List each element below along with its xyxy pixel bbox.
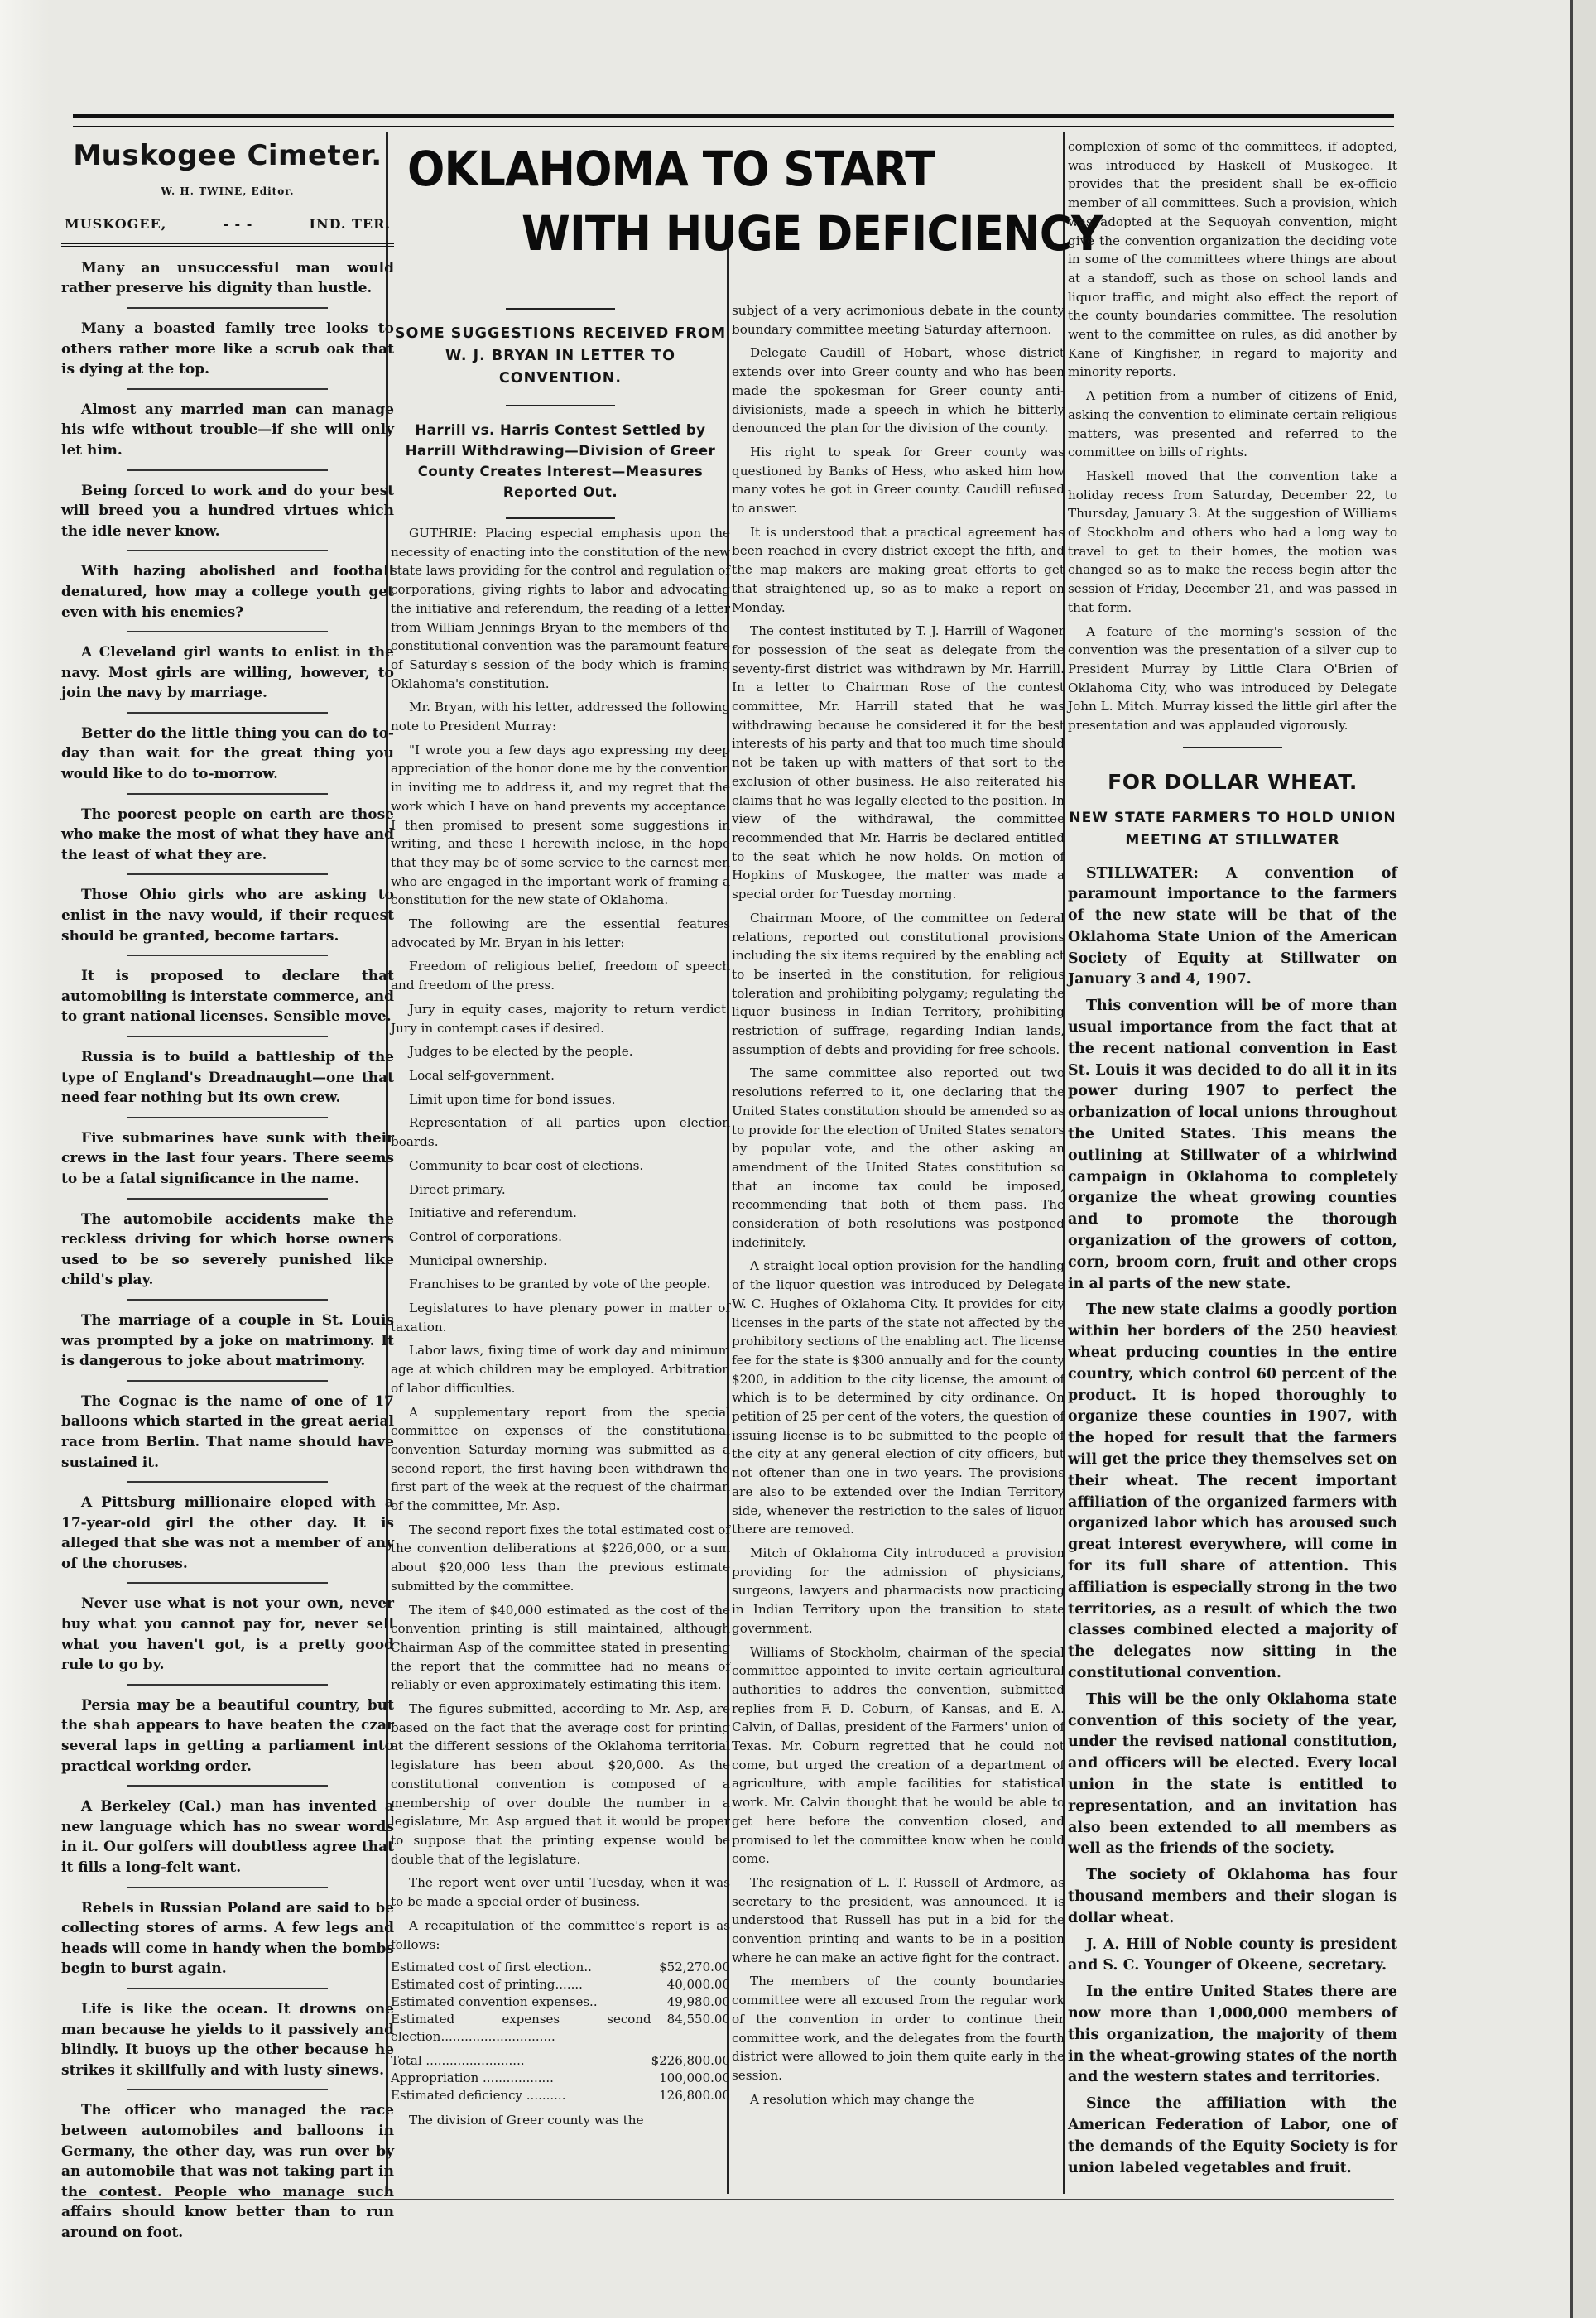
budget-label: Estimated convention expenses.. bbox=[391, 1994, 598, 2010]
story-paragraph: Haskell moved that the convention take a holiday recess from Saturday, December 22, to Thursday, January 3. At the suggestion of Williams of Stockholm and others who had a long way to travel to get to their homes, the motion was changed so as to make the recess begin after the session of Friday, December 21, and was passed in that form. bbox=[1068, 468, 1397, 615]
story-paragraph: Representation of all parties upon election boards. bbox=[391, 1115, 730, 1150]
budget-label: Estimated cost of printing....... bbox=[391, 1977, 583, 1993]
paragraph-divider bbox=[127, 873, 327, 875]
paragraph-divider bbox=[127, 1887, 327, 1888]
budget-label: Estimated expenses second election............................. bbox=[391, 2012, 651, 2045]
paragraph-divider bbox=[127, 1198, 327, 1200]
editorial-paragraph: The poorest people on earth are those who make the most of what they have and the least of what they are. bbox=[61, 806, 394, 863]
story-paragraph: Williams of Stockholm, chairman of the special committee appointed to invite certain agricultural authorities to addres the convention, submitted replies from F. D. Coburn, of Kansas, and E. A. Calvin, of Dallas, president of the Farmers' union of Texas. Mr. Coburn regretted that he could not come, but urged the creation of a department of agriculture, with ample facilities for statistical work. Mr. Calvin thought that he would be able to get here before the convention closed, and promised to let the committee know when he could come. bbox=[732, 1644, 1065, 1867]
editorial-paragraph: The officer who managed the race between automobiles and balloons in Germany, the other day, was run over by an automobile that was not taking part in the contest. People who manage such affairs should know better than to run around on foot. bbox=[61, 2102, 394, 2241]
editorial-paragraph: The automobile accidents make the reckless driving for which horse owners used to be so severely punished like child's play. bbox=[61, 1210, 394, 1289]
story-paragraph: It is understood that a practical agreement has been reached in every district except the fifth, and the map makers are making great efforts to get that straightened up, so as to make a report on Monday. bbox=[732, 524, 1065, 615]
budget-row bbox=[391, 1959, 730, 1976]
paragraph-divider bbox=[127, 307, 327, 309]
story-paragraph: Franchises to be granted by vote of the people. bbox=[409, 1277, 711, 1292]
masthead-dateline bbox=[61, 214, 394, 235]
story-paragraph: The report went over until Tuesday, when it was to be made a special order of business. bbox=[391, 1875, 730, 1910]
editorial-paragraph: Almost any married man can manage his wife without trouble—if she will only let him. bbox=[61, 401, 394, 459]
editorial-paragraph: Rebels in Russian Poland are said to be collecting stores of arms. A few legs and heads will come in handy when the bombs begin to burst again. bbox=[61, 1899, 394, 1978]
story-paragraph: The contest instituted by T. J. Harrill of Wagoner for possession of the seat as delegate from the seventy-first district was withdrawn by Mr. Harrill. In a letter to Chairman Rose of the contest committee, Mr. Harrill stated that he was withdrawing because he considered it for the best interests of his party and that too much time should not be taken up with matters of that sort to the exclusion of other business. He also reiterated his claims that he was legally elected to the position. In view of the withdrawal, the committee recommended that Mr. Harris be declared entitled to the seat which he now holds. On motion of Hopkins of Muskogee, the matter was made a special order for Tuesday morning. bbox=[732, 623, 1065, 902]
paragraph-divider bbox=[127, 1117, 327, 1118]
main-story-column-2 bbox=[732, 137, 1065, 2191]
story-paragraph: The following are the essential features advocated by Mr. Bryan in his letter: bbox=[391, 916, 730, 950]
story-paragraph: A straight local option provision for the handling of the liquor question was introduced by Delegate W. C. Hughes of Oklahoma City. It provides for city licenses in the parts of the state not affected by the prohibitory sections of the enabling act. The license fee for the state is $300 annually and for the county $200, in addition to the city license, the amount of which is to be determined by city ordinance. On petition of 25 per cent of the voters, the question of issuing license is to be submitted to the people of the city at any general election of city officers, but not oftener than one in two years. The provisions are also to be extended over the Indian Territory side, whenever the restriction to the sales of liquor there are removed. bbox=[732, 1258, 1065, 1537]
dateline-territory: IND. TER. bbox=[309, 216, 391, 233]
deck-rule bbox=[506, 308, 614, 310]
page-left-margin bbox=[0, 0, 50, 2318]
paragraph-divider bbox=[127, 1582, 327, 1584]
story-paragraph: The same committee also reported out two resolutions referred to it, one declaring that the United States constitution should be amended so as to provide for the election of United States senators by popular vote, and the other asking an amendment of the United States constitution so that an income tax could be imposed, recommending that both of them pass. The consideration of both resolutions was postponed indefinitely. bbox=[732, 1065, 1065, 1250]
story-paragraph: J. A. Hill of Noble county is president and S. C. Younger of Okeene, secretary. bbox=[1068, 1936, 1397, 1974]
story-paragraph: Jury in equity cases, majority to return verdict. Jury in contempt cases if desired. bbox=[391, 1001, 730, 1036]
main-story-body-1 bbox=[391, 524, 730, 1954]
bottom-rule bbox=[73, 2199, 1394, 2200]
main-deck-2: Harrill vs. Harris Contest Settled by Harrill Withdrawing—Division of Greer County Creates Interest—Measures Reported Out. bbox=[405, 422, 716, 500]
second-story-body bbox=[1068, 863, 1397, 2180]
paragraph-divider bbox=[127, 1684, 327, 1686]
masthead-rule bbox=[61, 243, 394, 247]
story-paragraph: Local self-government. bbox=[409, 1067, 555, 1083]
story-paragraph: Control of corporations. bbox=[409, 1229, 562, 1244]
right-column bbox=[1068, 137, 1397, 2191]
story-paragraph: A feature of the morning's session of the convention was the presentation of a silver cup to President Murray by Little Clara O'Brien of Oklahoma City, who was introduced by Delegate John L. Mitch. Murray kissed the little girl after the presentation and was applauded vigorously. bbox=[1068, 623, 1397, 733]
editorial-paragraph: With hazing abolished and football denatured, how may a college youth get even with his enemies? bbox=[61, 563, 394, 621]
paragraph-divider bbox=[127, 793, 327, 795]
paragraph-divider bbox=[127, 1785, 327, 1787]
story-paragraph: Initiative and referendum. bbox=[409, 1205, 578, 1221]
masthead-title: Muskogee Cimeter. bbox=[73, 139, 382, 172]
budget-row bbox=[391, 2011, 730, 2046]
story-paragraph: Community to bear cost of elections. bbox=[409, 1157, 644, 1173]
story-paragraph: Freedom of religious belief, freedom of speech and freedom of the press. bbox=[391, 959, 730, 993]
story-paragraph: STILLWATER: A convention of paramount importance to the farmers of the new state will be that of the Oklahoma State Union of the American Society of Equity at Stillwater on January 3 and 4, 1907. bbox=[1068, 864, 1397, 988]
story-paragraph: The new state claims a goodly portion within her borders of the 250 heaviest wheat prducing counties in the entire country, which control 60 percent of the product. It is hoped thoroughly to organize these counties in 1907, with the hoped for result that the farmers will get the price they themselves set on their wheat. The recent important affiliation of the organized farmers with organized labor which has aroused such great interest everywhere, will come in for its full share of attention. This affiliation is especially strong in the two territories, as a result of which the two classes combined elected a majority of the delegates now sitting in the constitutional convention. bbox=[1068, 1301, 1397, 1681]
budget-amount: $226,800.00 bbox=[651, 2053, 730, 2069]
story-paragraph: The item of $40,000 estimated as the cost of the convention printing is still maintained, although Chairman Asp of the committee stated in presenting the report that the committee had no means of reliably or even approximately estimating this item. bbox=[391, 1602, 730, 1693]
story-paragraph: GUTHRIE: Placing especial emphasis upon the necessity of enacting into the constitution of the new state laws providing for the control and regulation of corporations, giving rights to labor and advocating the initiative and referendum, the reading of a letter from William Jennings Bryan to the members of the constitutional convention was the paramount feature of Saturday's session of the body which is framing Oklahoma's constitution. bbox=[391, 526, 730, 691]
editorial-paragraph: Being forced to work and do your best will breed you a hundred virtues which the idle never know. bbox=[61, 482, 394, 540]
top-double-rule bbox=[73, 114, 1394, 127]
editorial-paragraph: Never use what is not your own, never buy what you cannot pay for, never sell what you haven't got, is a pretty good rule to go by. bbox=[61, 1595, 394, 1674]
editorial-paragraph: The Cognac is the name of one of 17 balloons which started in the great aerial race from Berlin. That name should have sustained it. bbox=[61, 1392, 394, 1471]
editorial-paragraph: It is proposed to declare that automobiling is interstate commerce, and to grant national licenses. Sensible move. bbox=[61, 968, 394, 1026]
paragraph-divider bbox=[127, 1299, 327, 1301]
main-headline-line1: OKLAHOMA TO START bbox=[407, 141, 935, 197]
main-headline-line2: WITH HUGE DEFICIENCY bbox=[522, 205, 1103, 262]
budget-label: Estimated deficiency .......... bbox=[391, 2088, 566, 2104]
paragraph-divider bbox=[127, 2089, 327, 2090]
budget-amount: 84,550.00 bbox=[666, 2012, 730, 2027]
budget-amount: $52,270.00 bbox=[659, 1960, 730, 1975]
budget-row bbox=[391, 1976, 730, 1993]
budget-row bbox=[391, 2046, 730, 2070]
story-paragraph: Mr. Bryan, with his letter, addressed the following note to President Murray: bbox=[391, 700, 730, 734]
main-story-col2-last: The division of Greer county was the bbox=[409, 2113, 644, 2128]
story-paragraph: A recapitulation of the committee's report is as follows: bbox=[391, 1917, 730, 1952]
story-paragraph: Mitch of Oklahoma City introduced a provision providing for the admission of physicians, surgeons, lawyers and pharmacists now practicing in Indian Territory upon the transition to state government. bbox=[732, 1546, 1065, 1636]
story-paragraph: A resolution which may change the bbox=[750, 2091, 975, 2107]
budget-row bbox=[391, 2087, 730, 2104]
budget-amount: 49,980.00 bbox=[666, 1994, 730, 2010]
story-paragraph: Delegate Caudill of Hobart, whose district extends over into Greer county and who has been made the spokesman for Greer county anti-divisionists, made a speech in which he bitterly denounced the plan for the division of the county. bbox=[732, 345, 1065, 436]
story-paragraph: Chairman Moore, of the committee on federal relations, reported out constitutional provisions including the six items required by the enabling act to be inserted in the constitution, for religious toleration and prohibiting polygamy; regulating the liquor business in Indian Territory, prohibiting restriction of suffrage, regarding Indian lands, assumption of debts and providing for free schools. bbox=[732, 910, 1065, 1057]
main-story-body-2 bbox=[732, 301, 1065, 2109]
story-paragraph: Direct primary. bbox=[409, 1181, 506, 1197]
dateline-city: MUSKOGEE, bbox=[65, 216, 167, 233]
story-paragraph: The second report fixes the total estimated cost of the convention deliberations at $226,000, or a sum about $20,000 less than the previous estimate submitted by the committee. bbox=[391, 1522, 730, 1594]
story-paragraph: The resignation of L. T. Russell of Ardmore, as secretary to the president, was announced. It is understood that Russell has put in a bid for the convention printing and wants to be in a position where he can make an active fight for the contract. bbox=[732, 1874, 1065, 1965]
paragraph-divider bbox=[127, 712, 327, 714]
story-paragraph: Labor laws, fixing time of work day and minimum age at which children may be employed. Arbitration of labor difficulties. bbox=[391, 1343, 730, 1396]
story-paragraph: This convention will be of more than usual importance from the fact that at the recent national convention in East St. Louis it was decided to do all it in its power during 1907 to perfect the orbanization of local unions throughout the United States. This means the outlining at Stillwater of a whirlwind campaign in Oklahoma to completely organize the wheat growing counties and to promote the thorough organization of the growers of cotton, corn, broom corn, fruit and other crops in al parts of the new state. bbox=[1068, 998, 1397, 1292]
editorial-paragraph: Better do the little thing you can do to-day than wait for the great thing you would like to do to-morrow. bbox=[61, 724, 394, 783]
story-paragraph: Since the affiliation with the American Federation of Labor, one of the demands of the Equity Society is for union labeled vegetables and fruit. bbox=[1068, 2095, 1397, 2176]
paragraph-divider bbox=[127, 1988, 327, 1989]
editorial-paragraph: A Berkeley (Cal.) man has invented a new language which has no swear words in it. Our golfers will doubtless agree that it fills a long-felt want. bbox=[61, 1798, 394, 1876]
budget-row bbox=[391, 2070, 730, 2087]
editorial-paragraph: Many a boasted family tree looks to others rather more like a scrub oak that is dying at the top. bbox=[61, 320, 394, 378]
budget-row bbox=[391, 1993, 730, 2011]
masthead-editor: W. H. TWINE, Editor. bbox=[161, 185, 295, 197]
paragraph-divider bbox=[127, 388, 327, 390]
story-paragraph: A petition from a number of citizens of Enid, asking the convention to eliminate certain religious matters, was presented and referred to the committee on bills of rights. bbox=[1068, 388, 1397, 460]
editorial-paragraph: Life is like the ocean. It drowns one man because he yields to it passively and blindly. It buoys up the other because he strikes it skillfully and with lusty sinews. bbox=[61, 2000, 394, 2079]
story-paragraph: The members of the county boundaries committee were all excused from the regular work of the convention in order to continue their committee work, and the delegates from the fourth district were allowed to join them quite early in the session. bbox=[732, 1974, 1065, 2083]
story-paragraph: The society of Oklahoma has four thousand members and their slogan is dollar wheat. bbox=[1068, 1867, 1397, 1926]
deck-rule bbox=[506, 517, 614, 519]
story-paragraph: His right to speak for Greer county was questioned by Banks of Hess, who asked him how many votes he got in Greer county. Caudill refused to answer. bbox=[732, 444, 1065, 517]
story-divider bbox=[1183, 747, 1281, 748]
editorial-paragraph: Five submarines have sunk with their crews in the last four years. There seems to be a fatal significance in the name. bbox=[61, 1129, 394, 1187]
budget-amount: 100,000.00 bbox=[659, 2070, 730, 2086]
editorial-paragraph: The marriage of a couple in St. Louis was prompted by a joke on matrimony. It is dangerous to joke about matrimony. bbox=[61, 1311, 394, 1370]
story-paragraph: Judges to be elected by the people. bbox=[409, 1044, 633, 1060]
budget-label: Estimated cost of first election.. bbox=[391, 1960, 592, 1975]
second-story-deck: NEW STATE FARMERS TO HOLD UNION MEETING AT STILLWATER bbox=[1069, 809, 1396, 849]
paragraph-divider bbox=[127, 631, 327, 632]
story-paragraph: Municipal ownership. bbox=[409, 1253, 547, 1268]
paragraph-divider bbox=[127, 550, 327, 551]
editorial-paragraph: Russia is to build a battleship of the type of England's Dreadnaught—one that need fear nothing but its own crew. bbox=[61, 1049, 394, 1107]
headline-space bbox=[732, 137, 1065, 301]
dateline-dots: - - - bbox=[223, 216, 253, 233]
editorial-paragraph: Many an unsuccessful man would rather preserve his dignity than hustle. bbox=[61, 259, 394, 297]
headline-space bbox=[391, 137, 730, 303]
paragraph-divider bbox=[127, 1036, 327, 1037]
editorial-paragraph: Those Ohio girls who are asking to enlist in the navy would, if their request should be granted, become tartars. bbox=[61, 887, 394, 945]
paragraph-divider bbox=[127, 1481, 327, 1483]
story-paragraph: "I wrote you a few days ago expressing my deep appreciation of the honor done me by the convention in inviting me to address it, and my regret that the work which I have on hand prevents my acceptance. I then promised to present some suggestions in writing, and these I herewith inclose, in the hope that they may be of some service to the earnest men who are engaged in the important work of framing a constitution for the new state of Oklahoma. bbox=[391, 742, 730, 908]
story-paragraph: A supplementary report from the special committee on expenses of the constitutional convention Saturday morning was submitted as a second report, the first having been withdrawn the first part of the week at the request of the chairman of the committee, Mr. Asp. bbox=[391, 1404, 730, 1514]
paragraph-divider bbox=[127, 469, 327, 471]
paragraph-divider bbox=[127, 955, 327, 956]
paragraph-divider bbox=[127, 1380, 327, 1382]
main-deck-1: SOME SUGGESTIONS RECEIVED FROM W. J. BRYAN IN LETTER TO CONVENTION. bbox=[394, 325, 727, 387]
left-column-paragraphs bbox=[61, 258, 394, 2243]
budget-table bbox=[391, 1959, 730, 2104]
story-paragraph: The figures submitted, according to Mr. Asp, are based on the fact that the average cost for printing at the different sessions of the Oklahoma territorial legislature has been about $20,000. As the constitutional convention is composed of a membership of over double the number in a legislature, Mr. Asp argued that it would be proper to suppose that the printing expense would be double that of the legislature. bbox=[391, 1701, 730, 1867]
adjacent-page-edge bbox=[1570, 0, 1596, 2318]
budget-amount: 40,000.00 bbox=[666, 1977, 730, 1993]
story-paragraph: complexion of some of the committees, if adopted, was introduced by Haskell of Muskogee. It provides that the president shall be ex-officio member of all committees. Such a provision, which was adopted at the Sequoyah convention, might give the convention organization the deciding vote in some of the committees where things are about at a standoff, such as those on school lands and liquor traffic, and might also effect the report of the county boundaries committee. The resolution went to the committee on rules, as did another by Kane of Kingfisher, in regard to majority and minority reports. bbox=[1068, 139, 1397, 380]
editorial-paragraph: Persia may be a beautiful country, but the shah appears to have beaten the czar several laps in getting a parliament into practical working order. bbox=[61, 1696, 394, 1775]
main-story-column-1 bbox=[391, 137, 730, 2191]
story-paragraph: Legislatures to have plenary power in matter of taxation. bbox=[391, 1301, 730, 1335]
deck-rule bbox=[506, 405, 614, 406]
budget-amount: 126,800.00 bbox=[659, 2088, 730, 2104]
story-paragraph: subject of a very acrimonious debate in the county boundary committee meeting Saturday afternoon. bbox=[732, 303, 1065, 337]
editorial-paragraph: A Pittsburg millionaire eloped with a 17-year-old girl the other day. It is alleged that she was not a member of any of the choruses. bbox=[61, 1494, 394, 1572]
second-story-headline: FOR DOLLAR WHEAT. bbox=[1108, 769, 1358, 794]
left-column bbox=[61, 137, 394, 2241]
main-story-body-3 bbox=[1068, 137, 1397, 735]
editorial-paragraph: A Cleveland girl wants to enlist in the navy. Most girls are willing, however, to join the navy by marriage. bbox=[61, 644, 394, 702]
story-paragraph: In the entire United States there are now more than 1,000,000 members of this organization, the majority of them in the wheat-growing states of the north and the western states and territories. bbox=[1068, 1984, 1397, 2086]
story-paragraph: This will be the only Oklahoma state convention of this society of the year, under the revised national constitution, and officers will be elected. Every local union in the state is entitled to representation, and an invitation has also been extended to all members as well as the friends of the society. bbox=[1068, 1690, 1397, 1858]
budget-label: Appropriation .................. bbox=[391, 2070, 554, 2086]
budget-label: Total ......................... bbox=[391, 2053, 525, 2069]
story-paragraph: Limit upon time for bond issues. bbox=[409, 1091, 616, 1107]
